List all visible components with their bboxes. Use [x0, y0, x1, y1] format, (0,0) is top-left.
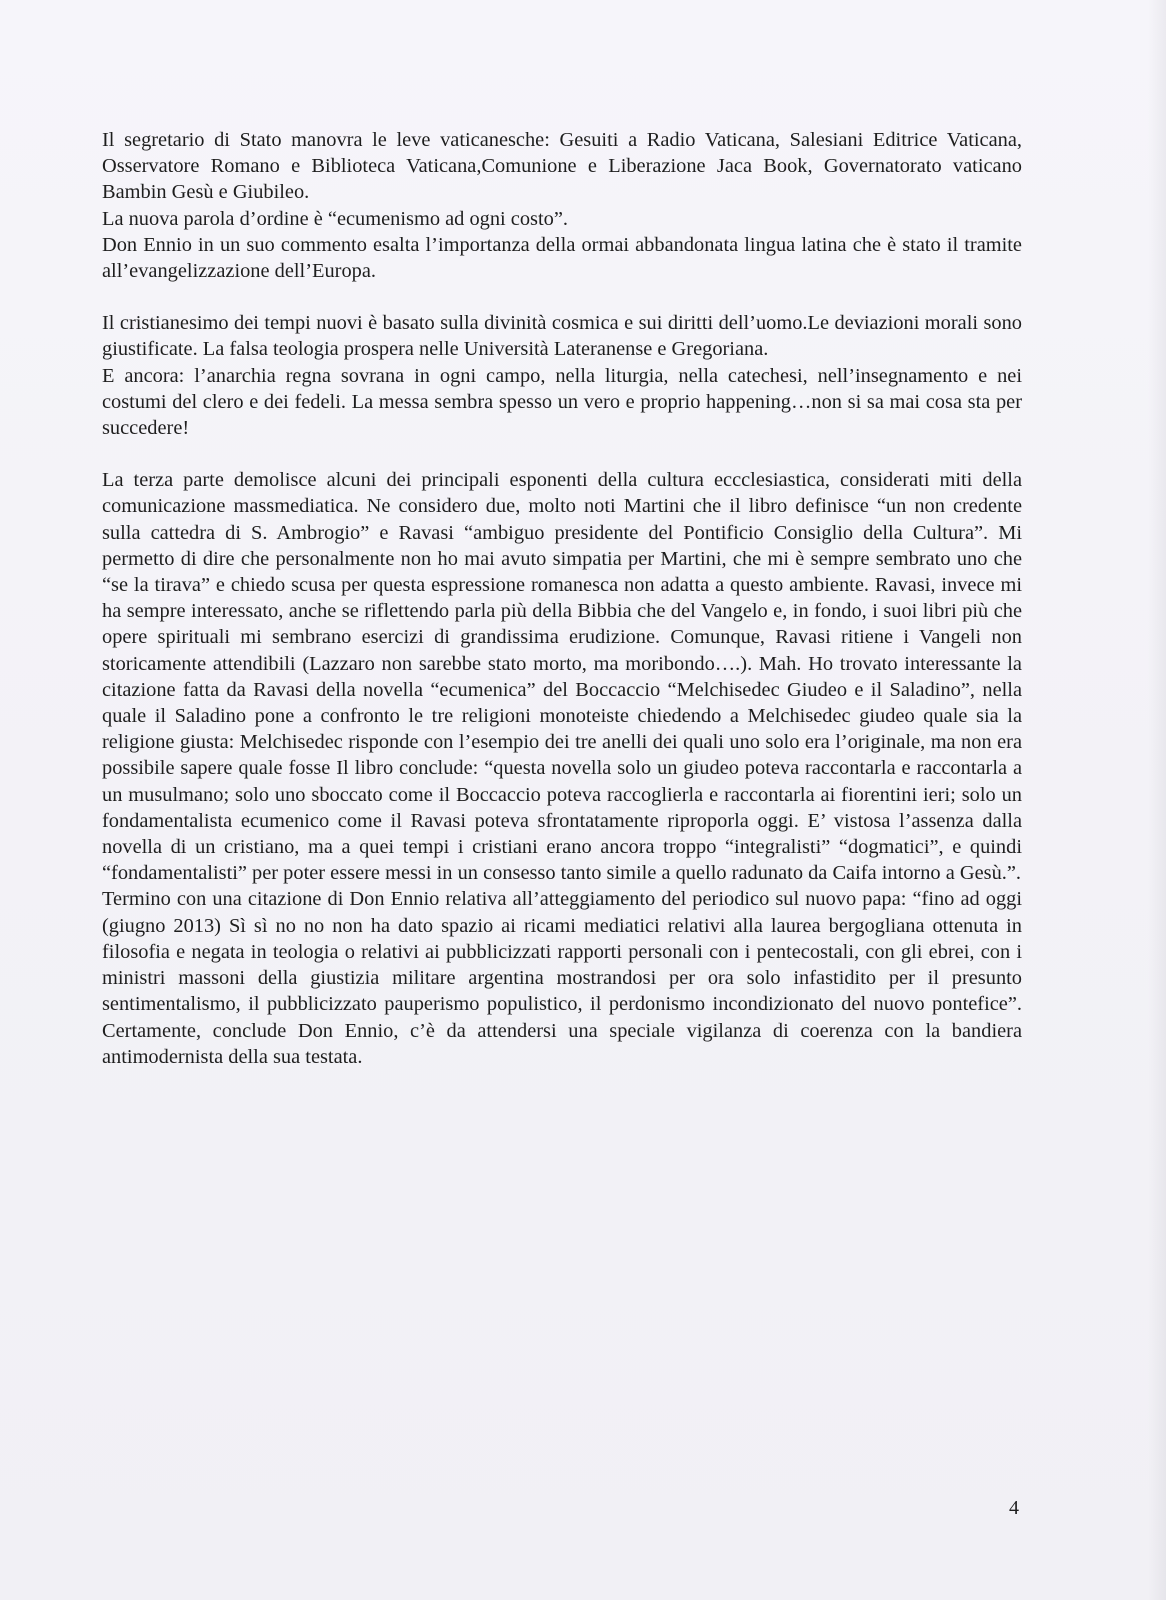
page-edge-shadow	[1148, 0, 1166, 1600]
page-number: 4	[1009, 1497, 1019, 1519]
paragraph-conclusion: Termino con una citazione di Don Ennio relativa all’atteggiamento del periodico sul nuovo papa: “fino ad oggi (giugno 2013) Sì sì no no non ha dato spazio ai ricami mediatici relativi alla laurea bergogliana ottenuta in filosofia e negata in teologia o relativi ai pubblicizzati rapporti personali con i pentecostali, con gli ebrei, con i ministri massoni della giustizia militare argentina mostrandosi per ora solo infastidito per il presunto sentimentalismo, il pubblicizzato pauperismo populistico, il perdonismo incondizionato del nuovo pontefice”. Certamente, conclude Don Ennio, c’è da attendersi una speciale vigilanza di coerenza con la bandiera antimodernista della sua testata.	[102, 888, 1022, 1068]
paragraph-ecumenism-watchword: La nuova parola d’ordine è “ecumenismo ad ogni costo”.	[102, 207, 568, 230]
paragraph-gap	[102, 284, 1022, 310]
paragraph-new-christianity: Il cristianesimo dei tempi nuovi è basato sulla divinità cosmica e sui diritti dell’uomo.Le deviazioni morali sono giustificate. La falsa teologia prospera nelle Università Lateranense e Gregoriana.	[102, 312, 1022, 361]
document-body	[102, 127, 1022, 1070]
paragraph-third-part: La terza parte demolisce alcuni dei principali esponenti della cultura eccclesiastica, considerati miti della comunicazione massmediatica. Ne considero due, molto noti Martini che il libro definisce “un non credente sulla cattedra di S. Ambrogio” e Ravasi “ambiguo presidente del Pontificio Consiglio della Cultura”. Mi permetto di dire che personalmente non ho mai avuto simpatia per Martini, che mi è sempre sembrato uno che “se la tirava” e chiedo scusa per questa espressione romanesca non adatta a questo ambiente. Ravasi, invece mi ha sempre interessato, anche se riflettendo parla più della Bibbia che del Vangelo e, in fondo, i suoi libri più che opere spirituali mi sembrano esercizi di grandissima erudizione. Comunque, Ravasi ritiene i Vangeli non storicamente attendibili (Lazzaro non sarebbe stato morto, ma moribondo….). Mah. Ho trovato interessante la citazione fatta da Ravasi della novella “ecumenica” del Boccaccio “Melchisedec Giudeo e il Saladino”, nella quale il Saladino pone a confronto le tre religioni monoteiste chiedendo a Melchisedec giudeo quale sia la religione giusta: Melchisedec risponde con l’esempio dei tre anelli dei quali uno solo era l’originale, ma non era possibile sapere quale fosse Il libro conclude: “questa novella solo un giudeo poteva raccontarla e raccontarla a un musulmano; solo uno sboccato come il Boccaccio poteva raccoglierla e raccontarla ai fiorentini ieri; solo un fondamentalista ecumenico come il Ravasi poteva sfrontatamente riproporla oggi. E’ vistosa l’assenza dalla novella di un cristiano, ma a quei tempi i cristiani erano ancora troppo “integralisti” “dogmatici”, e quindi “fondamentalisti” per poter essere messi in un consesso tanto simile a quello radunato da Caifa intorno a Gesù.”.	[102, 469, 1022, 885]
paragraph-gap	[102, 441, 1022, 467]
paragraph-anarchy: E ancora: l’anarchia regna sovrana in ogni campo, nella liturgia, nella catechesi, nell’insegnamento e nei costumi del clero e dei fedeli. La messa sembra spesso un vero e proprio happening…non si sa mai cosa sta per succedere!	[102, 364, 1022, 440]
paragraph-vatican-levers: Il segretario di Stato manovra le leve vaticanesche: Gesuiti a Radio Vaticana, Salesiani Editrice Vaticana, Osservatore Romano e Biblioteca Vaticana,Comunione e Liberazione Jaca Book, Governatorato vaticano Bambin Gesù e Giubileo.	[102, 129, 1022, 204]
paragraph-latin-language: Don Ennio in un suo commento esalta l’importanza della ormai abbandonata lingua latina che è stato il tramite all’evangelizzazione dell’Europa.	[102, 233, 1022, 283]
